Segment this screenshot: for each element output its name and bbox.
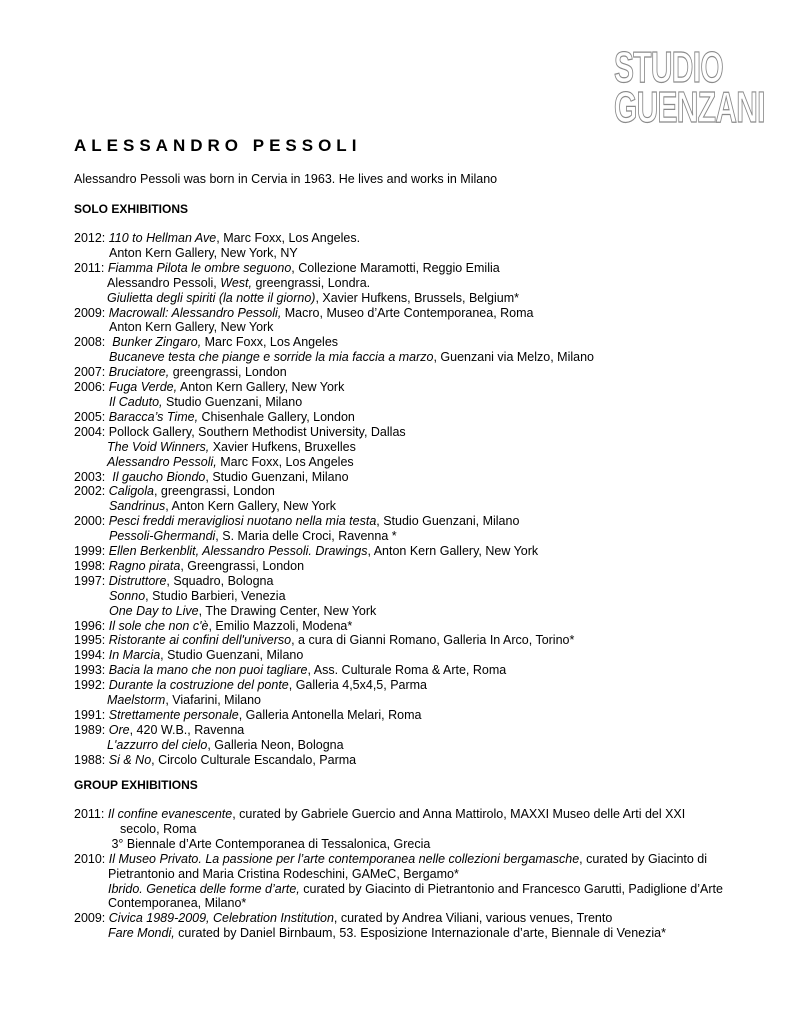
exhibition-entry bbox=[74, 852, 744, 912]
exhibition-line bbox=[105, 514, 744, 529]
exhibition-entry bbox=[74, 544, 744, 559]
exhibition-text: , Xavier Hufkens, Brussels, Belgium* bbox=[315, 290, 519, 305]
exhibition-title: Bacia la mano che non puoi tagliare bbox=[108, 663, 308, 678]
exhibition-year: 2010: bbox=[74, 851, 106, 866]
exhibition-year: 1994: bbox=[74, 648, 106, 663]
exhibition-details bbox=[105, 380, 744, 410]
exhibition-entry bbox=[74, 559, 744, 574]
exhibition-details bbox=[105, 678, 744, 708]
exhibition-title: The Void Winners, bbox=[107, 439, 210, 454]
exhibition-title: Sandrinus bbox=[109, 499, 166, 514]
exhibition-year: 2011: bbox=[74, 260, 105, 275]
exhibition-year: 2011: bbox=[74, 807, 105, 821]
exhibition-line bbox=[74, 291, 744, 306]
exhibition-title: Macrowall: Alessandro Pessoli, bbox=[108, 305, 282, 320]
exhibition-text: greengrassi, London bbox=[169, 365, 287, 380]
exhibition-text: Anton Kern Gallery, New York bbox=[109, 320, 274, 335]
exhibition-text: , Viafarini, Milano bbox=[165, 693, 261, 708]
exhibition-text: Xavier Hufkens, Bruxelles bbox=[209, 439, 356, 454]
exhibition-line bbox=[105, 723, 744, 738]
exhibition-line bbox=[104, 261, 744, 276]
exhibition-title: Ore bbox=[108, 722, 130, 737]
exhibition-details bbox=[105, 335, 744, 365]
exhibition-title: Ellen Berkenblit, Alessandro Pessoli. Drawings bbox=[108, 544, 368, 559]
studio-guenzani-logo bbox=[614, 43, 765, 132]
exhibition-entry bbox=[74, 514, 744, 544]
exhibition-line bbox=[105, 559, 744, 574]
exhibition-text: , curated by Gabriele Guercio and Anna Mattirolo, MAXXI Museo delle Arti del XXI bbox=[232, 807, 686, 821]
exhibition-details bbox=[105, 470, 744, 485]
exhibition-year: 1989: bbox=[74, 722, 106, 737]
exhibition-entry bbox=[74, 678, 744, 708]
exhibition-text: Contemporanea, Milano* bbox=[108, 896, 247, 911]
exhibition-entry bbox=[74, 231, 744, 261]
exhibition-line bbox=[105, 852, 744, 867]
exhibition-details bbox=[104, 261, 744, 306]
exhibition-title: Civica 1989-2009, Celebration Institution bbox=[108, 911, 334, 926]
exhibition-year: 2002: bbox=[74, 484, 106, 499]
exhibition-text: Pietrantonio and Maria Cristina Rodeschini, GAMeC, Bergamo* bbox=[108, 866, 459, 881]
artist-intro: Alessandro Pessoli was born in Cervia in 1963. He lives and works in Milano bbox=[74, 172, 498, 186]
exhibition-line bbox=[105, 470, 744, 485]
exhibition-text: , Emilio Mazzoli, Modena* bbox=[208, 618, 353, 633]
exhibition-text: 3° Biennale d’Arte Contemporanea di Tessalonica, Grecia bbox=[108, 836, 431, 851]
exhibition-title: Il confine evanescente bbox=[107, 807, 233, 821]
exhibition-text: , Studio Barbieri, Venezia bbox=[145, 588, 286, 603]
exhibition-year: 1988: bbox=[74, 752, 106, 767]
exhibition-line bbox=[74, 822, 744, 837]
exhibition-details bbox=[105, 723, 744, 753]
exhibition-line bbox=[105, 753, 744, 768]
exhibition-line bbox=[105, 544, 744, 559]
exhibition-year: 2006: bbox=[74, 380, 106, 395]
exhibition-year: 1997: bbox=[74, 573, 106, 588]
exhibition-title: Si & No bbox=[108, 752, 152, 767]
exhibition-text: Marc Foxx, Los Angeles bbox=[201, 335, 339, 350]
exhibition-details bbox=[105, 425, 744, 470]
exhibition-title: Durante la costruzione del ponte bbox=[108, 678, 289, 693]
exhibition-line bbox=[74, 350, 744, 365]
exhibition-text: , Galleria 4,5x4,5, Parma bbox=[288, 678, 428, 693]
exhibition-details bbox=[105, 365, 744, 380]
exhibition-line bbox=[105, 380, 744, 395]
exhibition-line bbox=[105, 708, 744, 723]
exhibition-line bbox=[105, 306, 744, 321]
exhibition-text: , Studio Guenzani, Milano bbox=[205, 469, 349, 484]
exhibition-text: , Ass. Culturale Roma & Arte, Roma bbox=[307, 663, 507, 678]
exhibition-text: Chisenhale Gallery, London bbox=[198, 409, 355, 424]
exhibition-title: 110 to Hellman Ave bbox=[108, 231, 217, 245]
exhibition-year: 1998: bbox=[74, 558, 106, 573]
exhibition-text: , a cura di Gianni Romano, Galleria In Arco, Torino* bbox=[291, 633, 575, 648]
exhibition-details bbox=[105, 574, 744, 619]
exhibition-title: Bunker Zingaro, bbox=[112, 335, 202, 350]
exhibition-text: , Galleria Antonella Melari, Roma bbox=[238, 708, 422, 722]
exhibition-year: 1991: bbox=[74, 708, 106, 722]
exhibition-text: , The Drawing Center, New York bbox=[198, 603, 377, 618]
exhibition-text: , Galleria Neon, Bologna bbox=[207, 737, 344, 752]
exhibition-line bbox=[74, 529, 744, 544]
exhibition-line bbox=[74, 395, 744, 410]
exhibition-line bbox=[105, 365, 744, 380]
exhibition-details bbox=[105, 544, 744, 559]
exhibition-title: Giulietta degli spiriti (la notte il giorno) bbox=[107, 290, 316, 305]
exhibition-line bbox=[105, 678, 744, 693]
exhibition-line bbox=[74, 320, 744, 335]
exhibition-title: L'azzurro del cielo bbox=[107, 737, 208, 752]
exhibition-text: , Collezione Maramotti, Reggio Emilia bbox=[291, 260, 500, 275]
exhibition-entry bbox=[74, 723, 744, 753]
exhibition-year: 2012: bbox=[74, 231, 106, 245]
exhibition-details bbox=[105, 852, 744, 912]
exhibition-details bbox=[105, 648, 744, 663]
logo-line-guenzani: GUENZANI bbox=[614, 83, 765, 132]
exhibition-details bbox=[105, 663, 744, 678]
exhibition-line bbox=[74, 896, 744, 911]
exhibition-details bbox=[105, 484, 744, 514]
exhibition-year: 2000: bbox=[74, 514, 106, 529]
group-exhibitions-list bbox=[74, 807, 744, 941]
exhibition-line bbox=[105, 911, 744, 926]
exhibition-text: Macro, Museo d’Arte Contemporanea, Roma bbox=[281, 305, 534, 320]
exhibition-line bbox=[74, 589, 744, 604]
exhibition-entry bbox=[74, 484, 744, 514]
exhibition-title: Baracca’s Time, bbox=[108, 409, 199, 424]
exhibition-year: 2007: bbox=[74, 365, 106, 380]
exhibition-line bbox=[105, 231, 744, 246]
exhibition-text: Marc Foxx, Los Angeles bbox=[216, 454, 354, 469]
exhibition-text: , Anton Kern Gallery, New York bbox=[165, 499, 336, 514]
exhibition-text: , Guenzani via Melzo, Milano bbox=[433, 350, 594, 365]
exhibition-title: Alessandro Pessoli, bbox=[107, 454, 217, 469]
exhibition-title: West, bbox=[220, 275, 252, 290]
exhibition-text: curated by Daniel Birnbaum, 53. Esposizione Internazionale d’arte, Biennale di Venezia* bbox=[174, 926, 666, 941]
exhibition-text: Pollock Gallery, Southern Methodist University, Dallas bbox=[105, 424, 406, 439]
exhibition-details bbox=[105, 559, 744, 574]
exhibition-text: , Studio Guenzani, Milano bbox=[160, 648, 304, 663]
exhibition-year: 1996: bbox=[74, 618, 106, 633]
artist-name: ALESSANDRO PESSOLI bbox=[74, 136, 362, 155]
exhibition-line bbox=[74, 693, 744, 708]
exhibition-text: Anton Kern Gallery, New York bbox=[177, 380, 345, 395]
exhibition-year: 1992: bbox=[74, 678, 106, 693]
exhibition-title: Pessoli-Ghermandi bbox=[109, 529, 216, 544]
exhibition-year: 2009: bbox=[74, 305, 106, 320]
exhibition-text: Studio Guenzani, Milano bbox=[162, 394, 303, 409]
exhibition-title: Distruttore bbox=[108, 573, 167, 588]
exhibition-line bbox=[74, 440, 744, 455]
exhibition-entry bbox=[74, 648, 744, 663]
exhibition-line bbox=[74, 738, 744, 753]
exhibition-title: Maelstorm bbox=[107, 693, 166, 708]
exhibition-details bbox=[105, 306, 744, 336]
exhibition-text: , Greengrassi, London bbox=[180, 558, 305, 573]
exhibition-title: Il Museo Privato. La passione per l’arte contemporanea nelle collezioni bergamasche bbox=[108, 851, 580, 866]
exhibition-line bbox=[74, 926, 744, 941]
exhibition-text: secolo, Roma bbox=[120, 821, 197, 836]
exhibition-text: , greengrassi, London bbox=[153, 484, 275, 499]
exhibition-details bbox=[105, 911, 744, 941]
exhibition-entry bbox=[74, 365, 744, 380]
exhibition-line bbox=[105, 619, 744, 634]
exhibition-text: greengrassi, Londra. bbox=[252, 275, 371, 290]
exhibition-entry bbox=[74, 335, 744, 365]
exhibition-title: Sonno bbox=[109, 588, 146, 603]
exhibition-year: 2009: bbox=[74, 911, 106, 926]
exhibition-line bbox=[74, 867, 744, 882]
solo-exhibitions-heading: SOLO EXHIBITIONS bbox=[74, 202, 189, 216]
exhibition-line bbox=[105, 484, 744, 499]
exhibition-details bbox=[105, 231, 744, 261]
exhibition-text: , Anton Kern Gallery, New York bbox=[367, 544, 539, 559]
exhibition-year: 1993: bbox=[74, 663, 106, 678]
exhibition-title: Il gaucho Biondo bbox=[112, 469, 206, 484]
exhibition-title: Ibrido. Genetica delle forme d’arte, bbox=[108, 881, 300, 896]
exhibition-year: 2004: bbox=[74, 424, 106, 439]
exhibition-text: , S. Maria delle Croci, Ravenna * bbox=[215, 529, 397, 544]
exhibition-entry bbox=[74, 380, 744, 410]
exhibition-line bbox=[105, 425, 744, 440]
exhibition-line bbox=[74, 455, 744, 470]
exhibition-text: , Marc Foxx, Los Angeles. bbox=[216, 231, 361, 245]
exhibition-line bbox=[74, 837, 744, 852]
exhibition-text: , curated by Giacinto di bbox=[579, 851, 708, 866]
exhibition-title: Ragno pirata bbox=[108, 558, 181, 573]
exhibition-line bbox=[105, 574, 744, 589]
exhibition-title: Bruciatore, bbox=[108, 365, 170, 380]
exhibition-entry bbox=[74, 306, 744, 336]
exhibition-details bbox=[105, 633, 744, 648]
exhibition-title: Fare Mondi, bbox=[108, 926, 175, 941]
exhibition-entry bbox=[74, 410, 744, 425]
exhibition-entry bbox=[74, 574, 744, 619]
exhibition-year: 2008: bbox=[74, 335, 106, 350]
exhibition-details bbox=[105, 753, 744, 768]
exhibition-text: , 420 W.B., Ravenna bbox=[129, 722, 245, 737]
exhibition-year: 2005: bbox=[74, 409, 106, 424]
group-exhibitions-heading: GROUP EXHIBITIONS bbox=[74, 778, 198, 792]
exhibition-line bbox=[74, 882, 744, 897]
exhibition-line bbox=[74, 604, 744, 619]
exhibition-details bbox=[104, 807, 744, 852]
exhibition-title: Bucaneve testa che piange e sorride la mia faccia a marzo bbox=[109, 350, 434, 365]
exhibition-entry bbox=[74, 261, 744, 306]
exhibition-line bbox=[105, 335, 744, 350]
exhibition-line bbox=[74, 499, 744, 514]
exhibition-entry bbox=[74, 708, 744, 723]
exhibition-details bbox=[105, 708, 744, 723]
exhibition-title: In Marcia bbox=[108, 648, 161, 663]
exhibition-text: Alessandro Pessoli, bbox=[107, 275, 221, 290]
exhibition-title: Strettamente personale bbox=[108, 708, 239, 722]
exhibition-text: , Circolo Culturale Escandalo, Parma bbox=[151, 752, 357, 767]
exhibition-entry bbox=[74, 425, 744, 470]
exhibition-title: Fiamma Pilota le ombre seguono bbox=[107, 260, 292, 275]
exhibition-entry bbox=[74, 753, 744, 768]
exhibition-line bbox=[105, 633, 744, 648]
exhibition-year: 2003: bbox=[74, 469, 106, 484]
exhibition-details bbox=[105, 619, 744, 634]
exhibition-entry bbox=[74, 470, 744, 485]
exhibition-line bbox=[105, 648, 744, 663]
exhibition-line bbox=[104, 807, 744, 822]
solo-exhibitions-list bbox=[74, 231, 744, 768]
exhibition-title: Fuga Verde, bbox=[108, 380, 178, 395]
exhibition-line bbox=[105, 663, 744, 678]
exhibition-title: Il Caduto, bbox=[109, 394, 163, 409]
exhibition-title: One Day to Live bbox=[109, 603, 199, 618]
logo-line-studio: STUDIO bbox=[614, 43, 723, 92]
exhibition-entry bbox=[74, 633, 744, 648]
exhibition-entry bbox=[74, 663, 744, 678]
exhibition-line bbox=[74, 246, 744, 261]
exhibition-year: 1995: bbox=[74, 633, 106, 648]
exhibition-entry bbox=[74, 619, 744, 634]
exhibition-year: 1999: bbox=[74, 544, 106, 559]
exhibition-line bbox=[74, 276, 744, 291]
exhibition-details bbox=[105, 514, 744, 544]
exhibition-entry bbox=[74, 807, 744, 852]
exhibition-details bbox=[105, 410, 744, 425]
exhibition-text: curated by Giacinto di Pietrantonio and Francesco Garutti, Padiglione d’Arte bbox=[299, 881, 723, 896]
exhibition-title: Caligola bbox=[108, 484, 154, 499]
exhibition-text: , Studio Guenzani, Milano bbox=[376, 514, 520, 529]
exhibition-entry bbox=[74, 911, 744, 941]
exhibition-text: , curated by Andrea Viliani, various venues, Trento bbox=[333, 911, 613, 926]
exhibition-title: Ristorante ai confini dell'universo bbox=[108, 633, 292, 648]
exhibition-text: , Squadro, Bologna bbox=[166, 573, 274, 588]
exhibition-line bbox=[105, 410, 744, 425]
exhibition-title: Il sole che non c'è bbox=[108, 618, 209, 633]
exhibition-text: Anton Kern Gallery, New York, NY bbox=[109, 245, 298, 260]
exhibition-title: Pesci freddi meravigliosi nuotano nella mia testa bbox=[108, 514, 377, 529]
